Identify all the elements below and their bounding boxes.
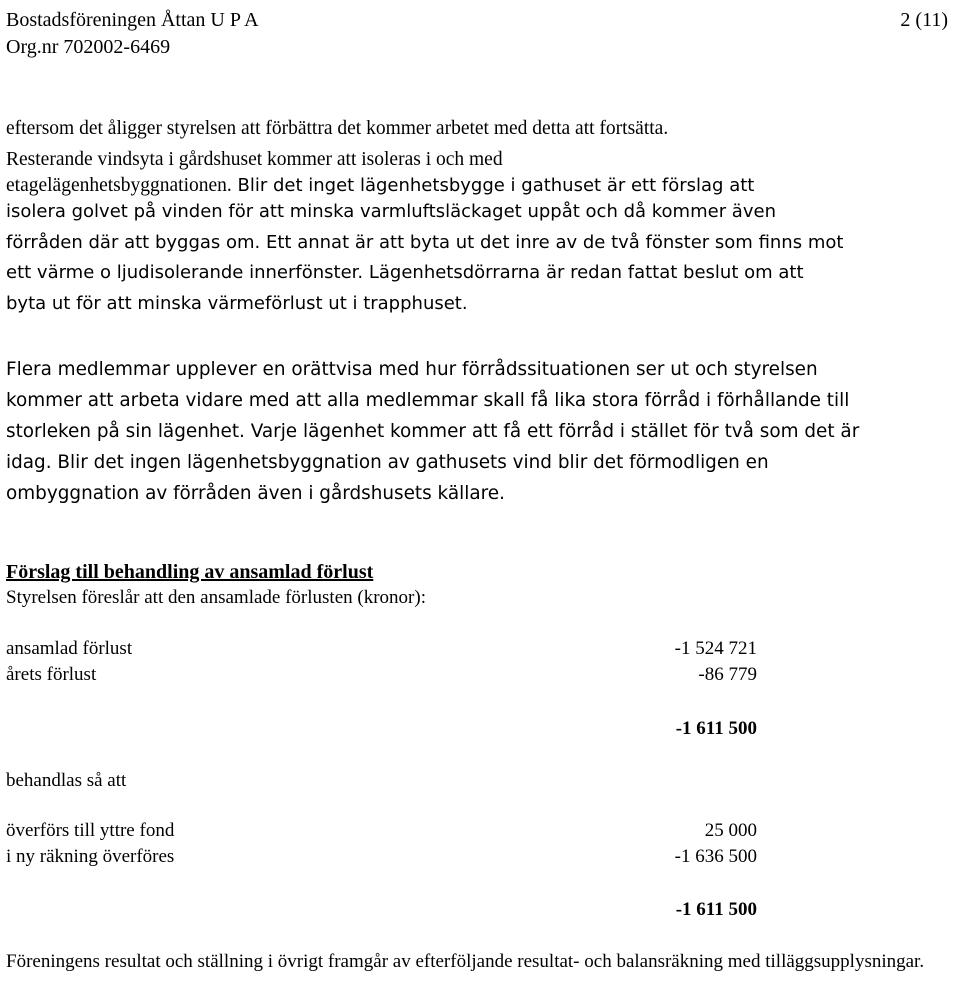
paragraph-line: isolera golvet på vinden för att minska varmluftsläckaget uppåt och då kommer även [6, 201, 776, 222]
ansamlad-forlust-label: ansamlad förlust [6, 638, 133, 659]
total-loss-value: -1 611 500 [675, 718, 757, 739]
yttre-fond-value: 25 000 [704, 820, 757, 841]
paragraph-line: storleken på sin lägenhet. Varje lägenhet kommer att få ett förråd i stället för två som det är [6, 421, 860, 442]
organization-number: Org.nr 702002-6469 [6, 36, 171, 58]
paragraph-line: kommer att arbeta vidare med att alla medlemmar skall få lika stora förråd i förhållande till [6, 390, 850, 411]
total-treated-value: -1 611 500 [675, 899, 757, 920]
paragraph-storage [6, 354, 956, 509]
section-subtitle: Styrelsen föreslår att den ansamlade förlusten (kronor): [6, 587, 426, 608]
paragraph-line: idag. Blir det ingen lägenhetsbyggnation av gathusets vind blir det förmodligen en [6, 452, 769, 473]
paragraph-line: förråden där att byggas om. Ett annat är att byta ut det inre av de två fönster som finns mot [6, 231, 844, 253]
behandlas-label: behandlas så att [6, 770, 127, 791]
paragraph-line: Resterande vindsyta i gårdshuset kommer att isoleras i och med [6, 148, 503, 170]
paragraph-line: byta ut för att minska värmeförlust ut i trapphuset. [6, 292, 468, 314]
yttre-fond-label: överförs till yttre fond [6, 820, 175, 841]
paragraph-line [6, 175, 956, 197]
page-number: 2 (11) [900, 9, 948, 31]
ny-rakning-label: i ny räkning överföres [6, 846, 175, 867]
paragraph-line: eftersom det åligger styrelsen att förbättra det kommer arbetet med detta att fortsätta. [6, 118, 669, 139]
paragraph-fragment: etagelägenhetsbyggnationen. [6, 175, 232, 196]
paragraph-line: Flera medlemmar upplever en orättvisa med hur förrådssituationen ser ut och styrelsen [6, 359, 818, 380]
arets-forlust-label: årets förlust [6, 664, 97, 685]
footer-text: Föreningens resultat och ställning i övrigt framgår av efterföljande resultat- och balansräkning med tilläggsupplysningar. [6, 951, 925, 972]
paragraph-line: ombyggnation av förråden även i gårdshusets källare. [6, 483, 505, 504]
organization-name: Bostadsföreningen Åttan U P A [6, 9, 259, 31]
paragraph-line: ett värme o ljudisolerande innerfönster. Lägenhetsdörrarna är redan fattat beslut om att [6, 262, 804, 283]
ny-rakning-value: -1 636 500 [674, 846, 757, 867]
paragraph-fragment: Blir det inget lägenhetsbygge i gathuset är ett förslag att [231, 175, 755, 196]
ansamlad-forlust-value: -1 524 721 [674, 638, 757, 659]
arets-forlust-value: -86 779 [698, 664, 757, 685]
paragraph-insulation [6, 114, 956, 319]
section-title: Förslag till behandling av ansamlad förlust [6, 561, 374, 583]
